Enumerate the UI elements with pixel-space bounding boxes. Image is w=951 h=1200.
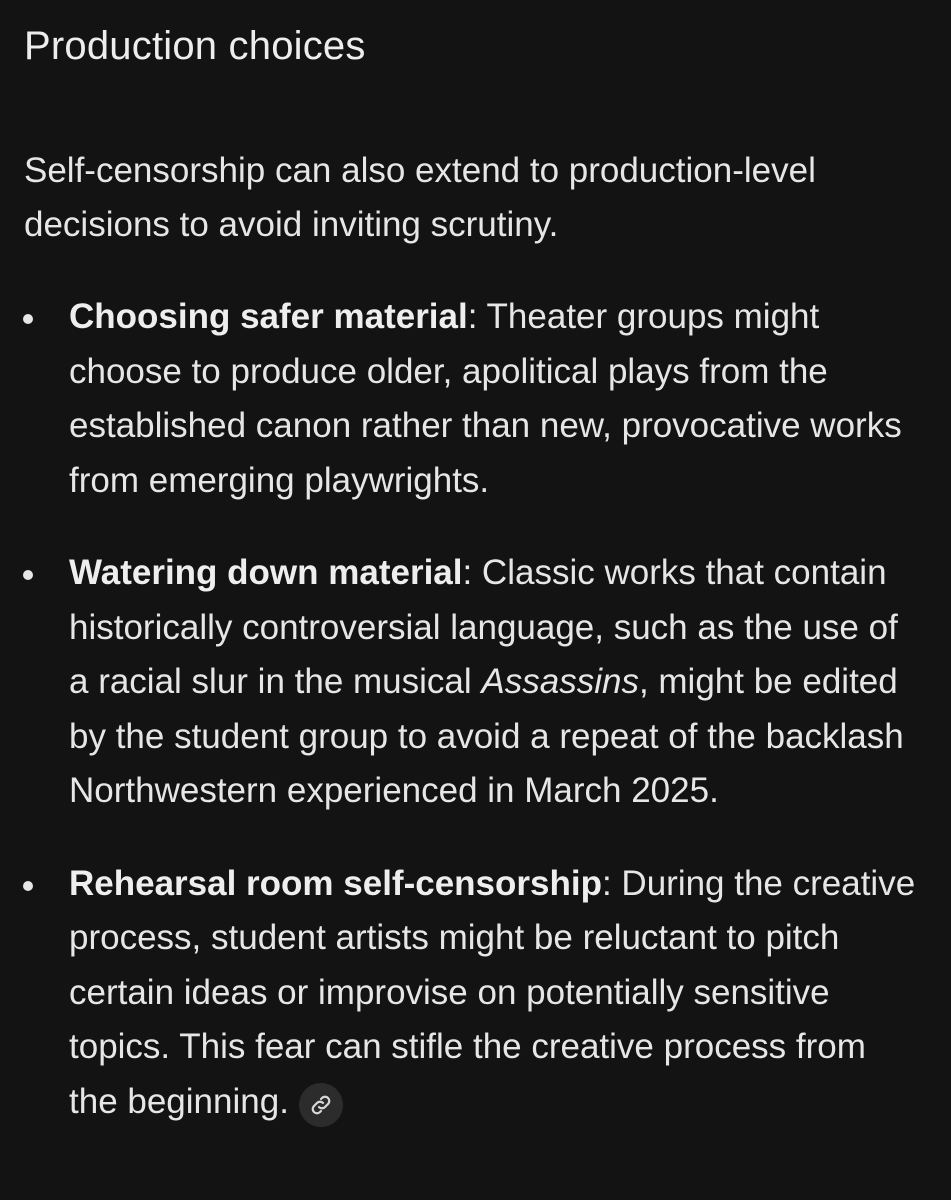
section-title: Production choices — [24, 24, 366, 68]
list-item-rehearsal-room-self-censorship — [0, 857, 951, 1130]
musical-title: Assassins — [481, 662, 639, 701]
source-link-button[interactable] — [299, 1083, 343, 1127]
bullet-label: Rehearsal room self-censorship — [69, 863, 602, 903]
bullet-label: Watering down material — [69, 553, 463, 592]
bullet-text-continued: , might be edited by the student group to avoid a repeat of the backlash Northwestern experienced in March 2025. — [69, 662, 904, 810]
bullet-text: : Theater groups might choose to produce older, apolitical plays from the established canon rather than new, provocative works from emerging playwrights. — [69, 297, 902, 500]
intro-paragraph: Self-censorship can also extend to production-level decisions to avoid inviting scrutiny. — [24, 151, 816, 244]
bullet-text: : Classic works that contain historically controversial language, such as the use of a racial slur in the musical — [69, 553, 898, 701]
list-item-choosing-safer-material — [0, 290, 951, 508]
bullet-list — [0, 290, 951, 1167]
bullet-text: : During the creative process, student artists might be reluctant to pitch certain ideas or improvise on potentially sensitive topics. This fear can stifle the creative process from the beginning. — [69, 863, 916, 1121]
link-icon — [309, 1093, 333, 1117]
bullet-label: Choosing safer material — [69, 297, 468, 336]
list-item-watering-down-material — [0, 546, 951, 819]
